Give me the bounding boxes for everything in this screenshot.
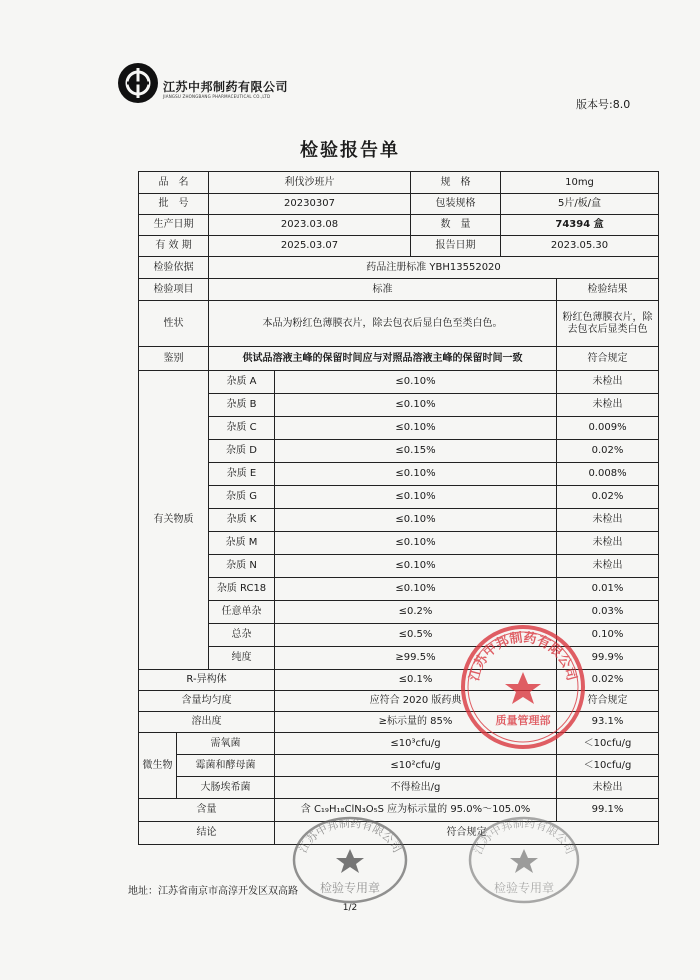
microbial-item-result: ＜10cfu/g — [557, 733, 659, 755]
related-substances-label: 有关物质 — [139, 371, 209, 670]
table-row — [139, 417, 659, 440]
impurity-name: 杂质 K — [209, 509, 275, 532]
impurity-name: 杂质 N — [209, 555, 275, 578]
package-label: 包装规格 — [411, 194, 501, 215]
impurity-standard: ≤0.10% — [275, 463, 557, 486]
table-row — [139, 279, 659, 301]
r-isomer-result: 0.02% — [557, 670, 659, 691]
svg-text:检验专用章: 检验专用章 — [319, 881, 381, 895]
table-row — [139, 799, 659, 822]
impurity-name: 杂质 C — [209, 417, 275, 440]
table-row — [139, 236, 659, 257]
r-isomer-standard: ≤0.1% — [275, 670, 557, 691]
microbial-item-standard: ≤10³cfu/g — [275, 733, 557, 755]
impurity-name: 杂质 D — [209, 440, 275, 463]
assay-result: 99.1% — [557, 799, 659, 822]
item-column-header: 检验项目 — [139, 279, 209, 301]
impurity-result: 未检出 — [557, 532, 659, 555]
table-row — [139, 486, 659, 509]
spec-value: 10mg — [501, 172, 659, 194]
impurity-name: 杂质 E — [209, 463, 275, 486]
company-name: 江苏中邦制药有限公司 — [163, 80, 289, 94]
microbial-item-standard: 不得检出/g — [275, 777, 557, 799]
microbial-item-name: 霉菌和酵母菌 — [177, 755, 275, 777]
table-row — [139, 555, 659, 578]
table-row — [139, 624, 659, 647]
impurity-name: 杂质 RC18 — [209, 578, 275, 601]
impurity-result: 0.03% — [557, 601, 659, 624]
impurity-result: 未检出 — [557, 371, 659, 394]
svg-text:江苏中邦制药有限公司: 江苏中邦制药有限公司 — [296, 816, 404, 855]
basis-value: 药品注册标准 YBH13552020 — [209, 257, 659, 279]
microbial-label: 微生物 — [139, 733, 177, 799]
spec-label: 规 格 — [411, 172, 501, 194]
table-row — [139, 347, 659, 371]
assay-label: 含量 — [139, 799, 275, 822]
table-row — [139, 371, 659, 394]
microbial-item-result: 未检出 — [557, 777, 659, 799]
assay-standard: 含 C₁₉H₁₈ClN₃O₅S 应为标示量的 95.0%～105.0% — [275, 799, 557, 822]
version-number: 版本号:8.0 — [576, 98, 631, 111]
batch-label: 批 号 — [139, 194, 209, 215]
svg-text:江苏中邦制药有限公司: 江苏中邦制药有限公司 — [471, 816, 577, 857]
report-date-value: 2023.05.30 — [501, 236, 659, 257]
impurity-name: 任意单杂 — [209, 601, 275, 624]
appearance-result: 粉红色薄膜衣片，除去包衣后显类白色 — [557, 301, 659, 347]
impurity-standard: ≤0.5% — [275, 624, 557, 647]
production-date-value: 2023.03.08 — [209, 215, 411, 236]
impurity-name: 杂质 G — [209, 486, 275, 509]
impurity-standard: ≤0.10% — [275, 532, 557, 555]
quantity-label: 数 量 — [411, 215, 501, 236]
table-row — [139, 733, 659, 755]
microbial-item-name: 大肠埃希菌 — [177, 777, 275, 799]
product-name-label: 品 名 — [139, 172, 209, 194]
microbial-item-name: 需氧菌 — [177, 733, 275, 755]
company-address: 地址：江苏省南京市高淳开发区双高路 — [128, 886, 298, 897]
impurity-result: 0.009% — [557, 417, 659, 440]
table-row — [139, 194, 659, 215]
report-date-label: 报告日期 — [411, 236, 501, 257]
table-row — [139, 532, 659, 555]
impurity-result: 99.9% — [557, 647, 659, 670]
conclusion-label: 结论 — [139, 822, 275, 845]
table-row — [139, 301, 659, 347]
table-row — [139, 777, 659, 799]
impurity-standard: ≤0.10% — [275, 394, 557, 417]
production-date-label: 生产日期 — [139, 215, 209, 236]
table-row — [139, 509, 659, 532]
company-name-en: JIANGSU ZHONGBANG PHARMACEUTICAL CO.,LTD — [163, 94, 271, 99]
impurity-name: 杂质 B — [209, 394, 275, 417]
dissolution-result: 93.1% — [557, 712, 659, 733]
impurity-standard: ≤0.10% — [275, 578, 557, 601]
product-name-value: 利伐沙班片 — [209, 172, 411, 194]
impurity-result: 未检出 — [557, 394, 659, 417]
uniformity-label: 含量均匀度 — [139, 691, 275, 712]
appearance-label: 性状 — [139, 301, 209, 347]
table-row — [139, 394, 659, 417]
identification-result: 符合规定 — [557, 347, 659, 371]
microbial-item-result: ＜10cfu/g — [557, 755, 659, 777]
table-row — [139, 440, 659, 463]
quantity-value: 74394 盒 — [501, 215, 659, 236]
table-row — [139, 172, 659, 194]
table-row — [139, 463, 659, 486]
expiry-value: 2025.03.07 — [209, 236, 411, 257]
impurity-name: 杂质 M — [209, 532, 275, 555]
table-row — [139, 601, 659, 624]
expiry-label: 有 效 期 — [139, 236, 209, 257]
impurity-standard: ≤0.10% — [275, 555, 557, 578]
standard-column-header: 标准 — [209, 279, 557, 301]
table-row — [139, 691, 659, 712]
impurity-standard: ≤0.10% — [275, 509, 557, 532]
uniformity-result: 符合规定 — [557, 691, 659, 712]
impurity-standard: ≤0.10% — [275, 486, 557, 509]
table-row — [139, 822, 659, 845]
impurity-standard: ≤0.2% — [275, 601, 557, 624]
svg-text:江苏中邦制药有限公司: 江苏中邦制药有限公司 — [467, 630, 579, 683]
table-row — [139, 215, 659, 236]
appearance-standard: 本品为粉红色薄膜衣片，除去包衣后显白色至类白色。 — [209, 301, 557, 347]
result-column-header: 检验结果 — [557, 279, 659, 301]
company-logo-icon — [117, 62, 159, 104]
batch-value: 20230307 — [209, 194, 411, 215]
identification-label: 鉴别 — [139, 347, 209, 371]
conclusion-value: 符合规定 — [275, 822, 659, 845]
table-row — [139, 712, 659, 733]
impurity-name: 总杂 — [209, 624, 275, 647]
identification-standard: 供试品溶液主峰的保留时间应与对照品溶液主峰的保留时间一致 — [209, 347, 557, 371]
impurity-result: 0.10% — [557, 624, 659, 647]
impurity-result: 0.02% — [557, 486, 659, 509]
uniformity-standard: 应符合 2020 版药典 — [275, 691, 557, 712]
table-row — [139, 647, 659, 670]
page-number: 1/2 — [342, 903, 358, 913]
inspection-report-table — [138, 171, 659, 845]
microbial-item-standard: ≤10²cfu/g — [275, 755, 557, 777]
impurity-name: 杂质 A — [209, 371, 275, 394]
package-value: 5片/板/盒 — [501, 194, 659, 215]
basis-label: 检验依据 — [139, 257, 209, 279]
svg-text:质量管理部: 质量管理部 — [495, 714, 551, 727]
r-isomer-label: R-异构体 — [139, 670, 275, 691]
impurity-name: 纯度 — [209, 647, 275, 670]
impurity-standard: ≤0.10% — [275, 371, 557, 394]
table-row — [139, 578, 659, 601]
impurity-standard: ≥99.5% — [275, 647, 557, 670]
impurity-result: 0.02% — [557, 440, 659, 463]
impurity-standard: ≤0.10% — [275, 417, 557, 440]
document-title: 检验报告单 — [300, 140, 400, 161]
dissolution-label: 溶出度 — [139, 712, 275, 733]
impurity-standard: ≤0.15% — [275, 440, 557, 463]
table-row — [139, 257, 659, 279]
dissolution-standard: ≥标示量的 85% — [275, 712, 557, 733]
impurity-result: 0.01% — [557, 578, 659, 601]
impurity-result: 0.008% — [557, 463, 659, 486]
impurity-result: 未检出 — [557, 509, 659, 532]
table-row — [139, 755, 659, 777]
impurity-result: 未检出 — [557, 555, 659, 578]
table-row — [139, 670, 659, 691]
svg-text:检验专用章: 检验专用章 — [493, 881, 555, 895]
